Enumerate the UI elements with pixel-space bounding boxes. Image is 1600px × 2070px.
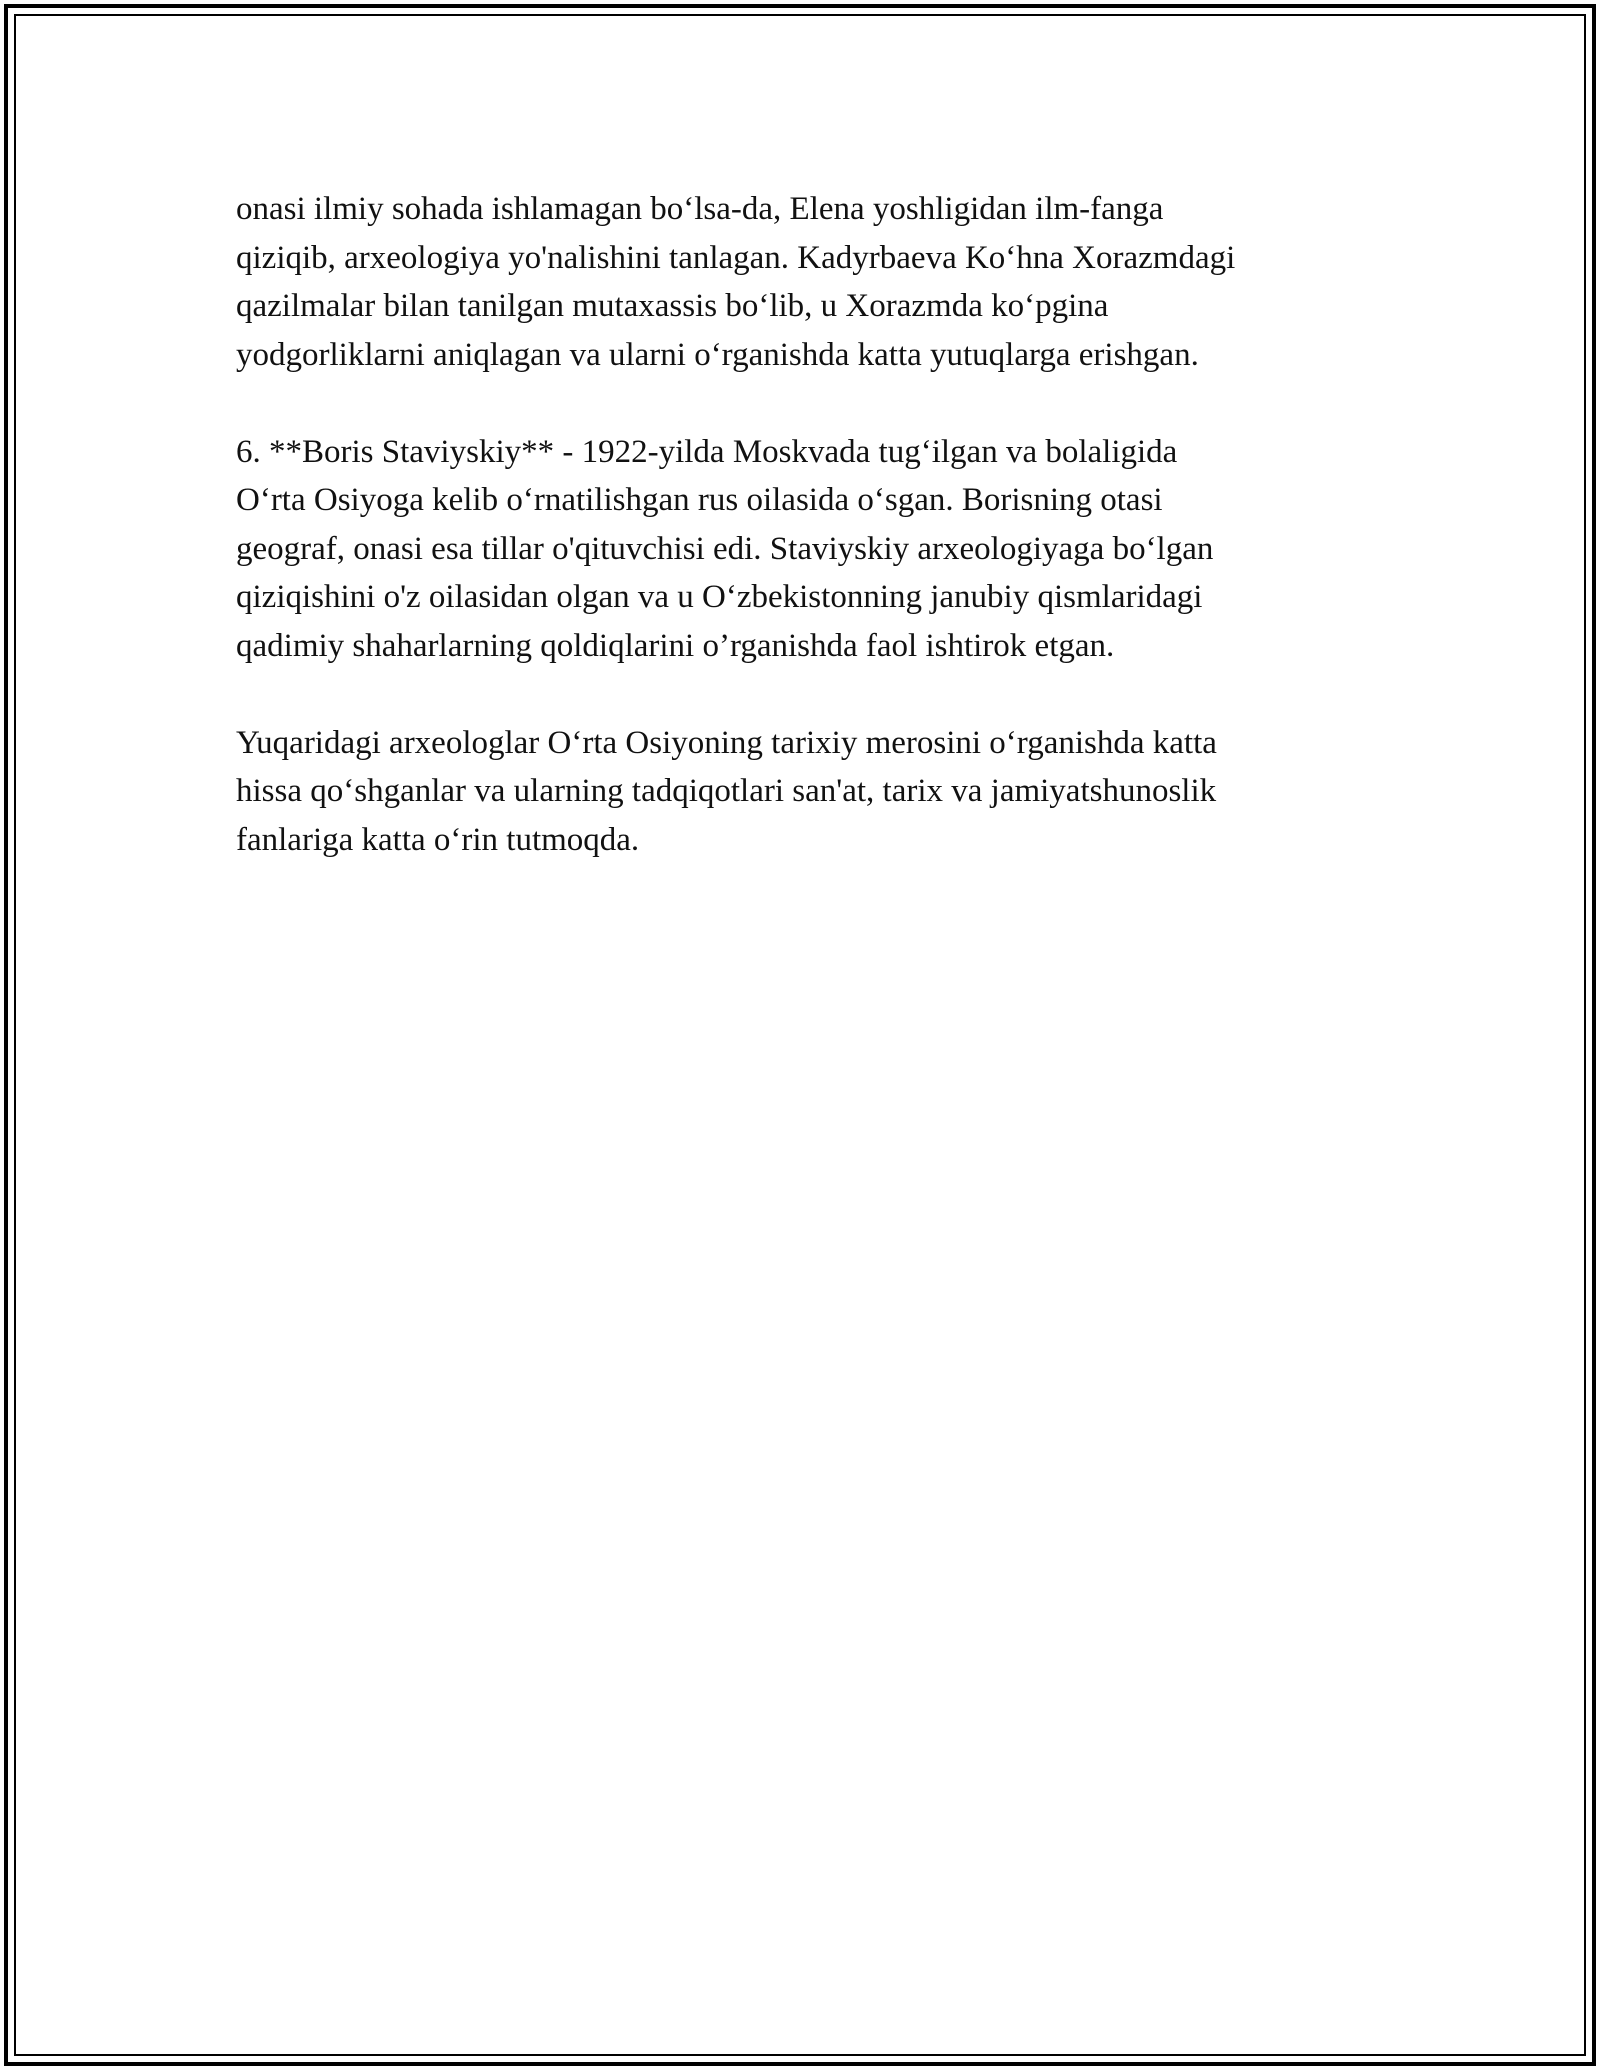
text-line: onasi ilmiy sohada ishlamagan bo‘lsa-da, Elena yoshligidan ilm-fanga: [236, 191, 1164, 227]
text-line: geograf, onasi esa tillar o'qituvchisi edi. Staviyskiy arxeologiyaga bo‘lgan: [236, 530, 1214, 567]
text-line: O‘rta Osiyoga kelib o‘rnatilishgan rus oilasida o‘sgan. Borisning otasi: [236, 482, 1163, 518]
document-body: [236, 185, 1376, 913]
text-line: fanlariga katta o‘rin tutmoqda.: [236, 821, 640, 858]
text-line: hissa qo‘shganlar va ularning tadqiqotlari san'at, tarix va jamiyatshunoslik: [236, 773, 1217, 809]
text-line: 6. **Boris Staviyskiy** - 1922-yilda Moskvada tug‘ilgan va bolaligida: [236, 433, 1178, 470]
paragraph-conclusion: [236, 719, 1376, 865]
text-line: qiziqishini o'z oilasidan olgan va u O‘zbekistonning janubiy qismlaridagi: [236, 579, 1203, 615]
paragraph-kadyrbaeva: [236, 185, 1376, 379]
text-line: qiziqib, arxeologiya yo'nalishini tanlagan. Kadyrbaeva Ko‘hna Xorazmdagi: [236, 239, 1236, 276]
text-line: qazilmalar bilan tanilgan mutaxassis bo‘lib, u Xorazmda ko‘pgina: [236, 288, 1109, 324]
paragraph-staviyskiy: [236, 428, 1376, 671]
text-line: yodgorliklarni aniqlagan va ularni o‘rganishda katta yutuqlarga erishgan.: [236, 336, 1199, 373]
text-line: qadimiy shaharlarning qoldiqlarini o’rganishda faol ishtirok etgan.: [236, 627, 1115, 664]
text-line: Yuqaridagi arxeologlar O‘rta Osiyoning tarixiy merosini o‘rganishda katta: [236, 724, 1217, 761]
